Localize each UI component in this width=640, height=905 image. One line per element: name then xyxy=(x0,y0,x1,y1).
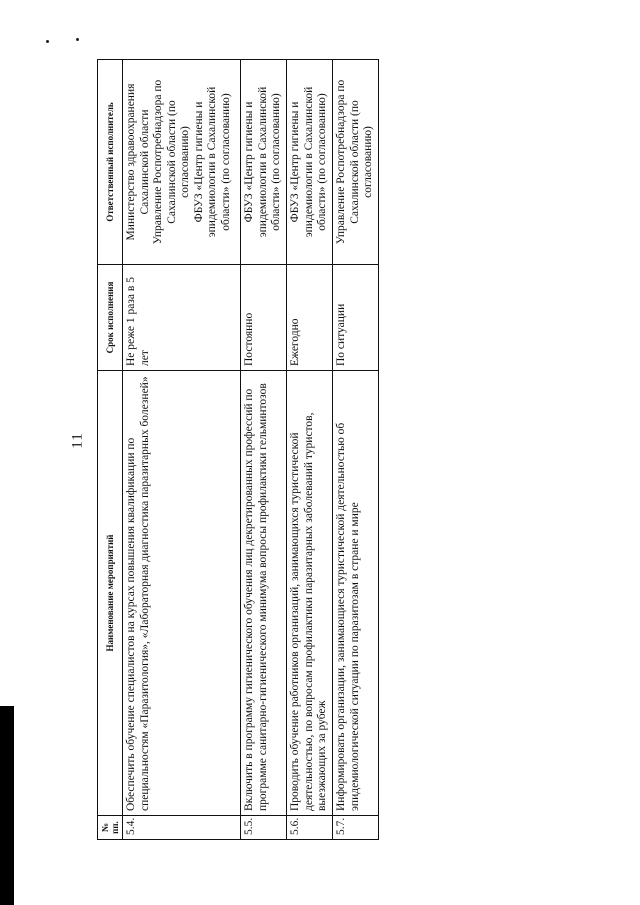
row-num: 5.6. xyxy=(287,816,333,840)
row-executor xyxy=(241,60,287,265)
header-name: Наименование мероприятий xyxy=(98,371,123,816)
measures-table xyxy=(97,59,379,840)
executor-line: Управление Роспотребнадзора по Сахалинской области (по согласованию) xyxy=(152,79,191,245)
row-term: Постоянно xyxy=(241,265,287,371)
page-number: 11 xyxy=(69,432,86,449)
row-term: Не реже 1 раза в 5 лет xyxy=(123,265,241,371)
table-row xyxy=(287,60,333,840)
rotated-table-wrapper xyxy=(97,60,379,840)
row-term: По ситуации xyxy=(333,265,379,371)
row-num: 5.5. xyxy=(241,816,287,840)
executor-line: ФБУЗ «Центр гигиены и эпидемиологии в Сахалинской области» (по согласованию) xyxy=(243,86,282,238)
scan-edge-shadow xyxy=(0,706,14,905)
executor-line: ФБУЗ «Центр гигиены и эпидемиологии в Сахалинской области» (по согласованию) xyxy=(192,86,232,238)
row-num: 5.4. xyxy=(123,816,241,840)
table-row xyxy=(241,60,287,840)
executor-line: ФБУЗ «Центр гигиены и эпидемиологии в Сахалинской области» (по согласованию) xyxy=(289,86,328,238)
row-executor xyxy=(287,60,333,265)
row-executor xyxy=(333,60,379,265)
row-name: Проводить обучение работников организаций, занимающихся туристической деятельностью, по вопросам профилактики паразитарных заболеваний туристов, выезжающих за рубеж xyxy=(287,371,333,816)
executor-line: Управление Роспотребнадзора по Сахалинской области (по согласованию) xyxy=(335,79,374,245)
table-row xyxy=(123,60,241,840)
row-name: Обеспечить обучение специалистов на курсах повышения квалификации по специальностям «Паразитология», «Лабораторная диагностика паразитарных болезней» xyxy=(123,371,241,816)
header-executor: Ответственный исполнитель xyxy=(98,60,123,265)
header-num: № пп. xyxy=(98,816,123,840)
executor-line: Министерство здравоохранения Сахалинской области xyxy=(125,83,151,241)
row-name: Информировать организации, занимающиеся туристической деятельностью об эпидемиологической ситуации по паразитозам в стране и мире xyxy=(333,371,379,816)
row-term: Ежегодно xyxy=(287,265,333,371)
row-num: 5.7. xyxy=(333,816,379,840)
scan-speck xyxy=(76,38,79,41)
table-header-row xyxy=(98,60,123,840)
scan-speck xyxy=(46,40,49,43)
row-name: Включить в программу гигиенического обучения лиц декретированных профессий по программе санитарно-гигиенического минимума вопросы профилактики гельминтозов xyxy=(241,371,287,816)
table-row xyxy=(333,60,379,840)
header-term: Срок исполнения xyxy=(98,265,123,371)
row-executor xyxy=(123,60,241,265)
